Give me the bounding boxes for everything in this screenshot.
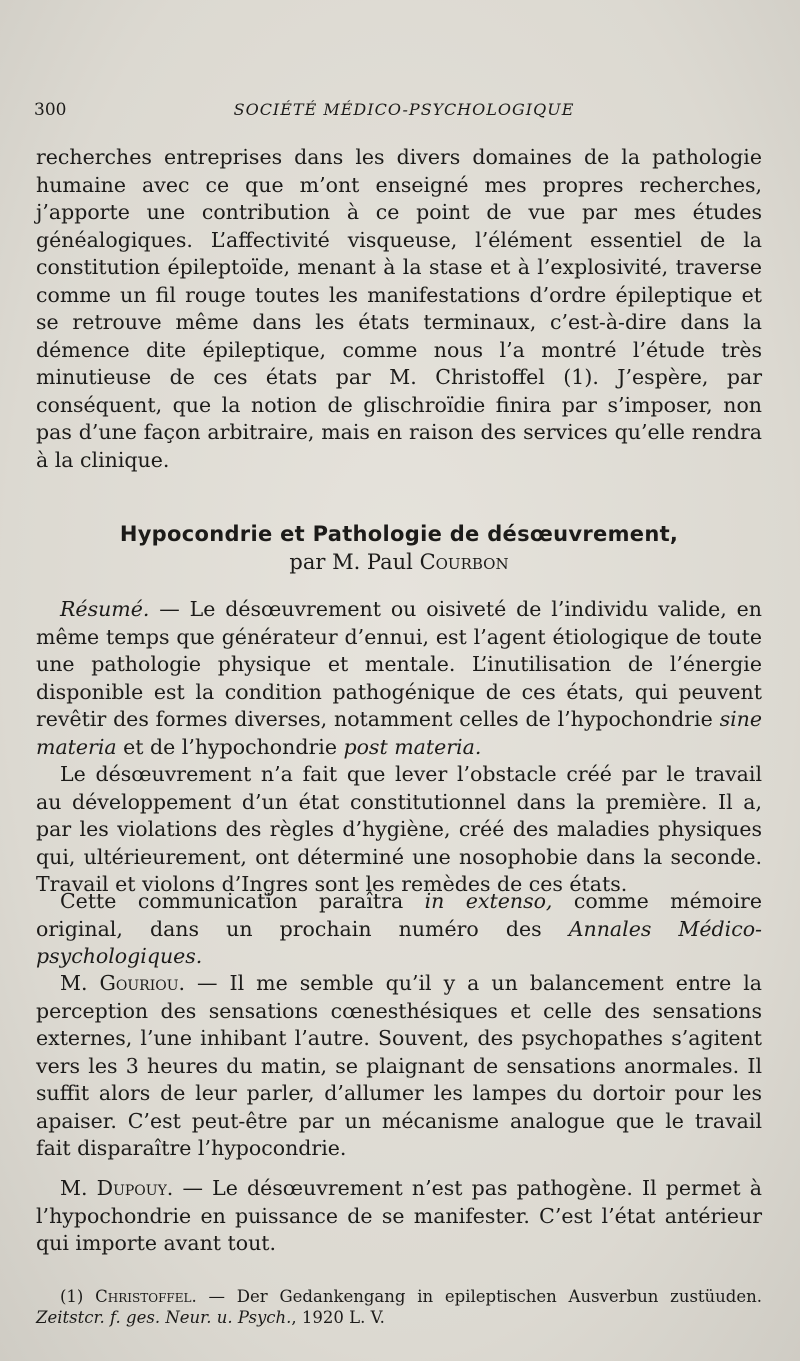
abstract-text-a: Le désœuvrement ou oisiveté de l’individu valide, en même temps que générateur d’ennui, est l’agent étiologique de toute une pathologie physique et mentale. L’inutilisation de l’énergie disponible est la condition pathogénique de ces états, qui peuvent revêtir des formes diverses, notamment celles de l’hypochondrie xyxy=(36,597,762,731)
abstract-em-post-materia: post materia. xyxy=(343,734,482,759)
speaker-dupouy: M. Dupouy. xyxy=(60,1176,174,1200)
abstract-paragraph-1 xyxy=(36,596,762,761)
gouriou-text: — Il me semble qu’il y a un balancement entre la perception des sensations cœnesthésiques et celle des sensations externes, l’une inhibant l’autre. Souvent, des psychopathes s’agitent vers les 3 heures du matin, se plaignant de sensations anormales. Il suffit alors de leur parler, d’allumer les lampes du dortoir pour les apaiser. C’est peut-être par un mécanisme analogue que le travail fait disparaître l’hypocondrie. xyxy=(36,971,762,1160)
gouriou-paragraph xyxy=(36,970,762,1163)
byline-prefix: par M. Paul xyxy=(289,550,420,574)
intro-paragraph: recherches entreprises dans les divers domaines de la pathologie humaine avec ce que m’ont enseigné mes propres recherches, j’apporte une contribution à ce point de vue par mes études généalogiques. L’affectivité visqueuse, l’élément essentiel de la constitution épileptoïde, menant à la stase et à l’explosivité, traverse comme un fil rouge toutes les manifestations d’ordre épileptique et se retrouve même dans les états terminaux, c’est-à-dire dans la démence dite épileptique, comme nous l’a montré l’étude très minutieuse de ces états par M. Christoffel (1). J’espère, par conséquent, que la notion de glischroïdie finira par s’imposer, non pas d’une façon arbitraire, mais en raison des services qu’elle rendra à la clinique. xyxy=(36,145,762,472)
footnote-text: — Der Gedankengang in epileptischen Ausverbun zustüuden. xyxy=(196,1287,762,1306)
abstract-label: Résumé. xyxy=(60,597,150,621)
article-title: Hypocondrie et Pathologie de désœuvrement, xyxy=(119,522,679,546)
dupouy-paragraph xyxy=(36,1175,762,1258)
speaker-gouriou: M. Gouriou. xyxy=(60,971,186,995)
intro-paragraph-block xyxy=(36,144,762,474)
page-header xyxy=(34,100,774,124)
footnote-1 xyxy=(36,1286,762,1328)
abstract xyxy=(36,596,762,899)
announcement-em-in-extenso: in extenso, xyxy=(424,889,553,913)
dupouy-text: — Le désœuvrement n’est pas pathogène. Il permet à l’hypochondrie en puissance de se manifester. C’est l’état antérieur qui importe avant tout. xyxy=(36,1176,762,1255)
announcement xyxy=(36,888,762,971)
article-byline xyxy=(36,548,762,576)
running-title: SOCIÉTÉ MÉDICO-PSYCHOLOGIQUE xyxy=(233,100,575,119)
abstract-text-b: et de l’hypochondrie xyxy=(116,734,344,759)
announcement-text-b: comme mémoire original, dans un prochain numéro des xyxy=(36,889,762,941)
footnote-author: Christoffel. xyxy=(95,1287,197,1306)
discussion-gouriou xyxy=(36,970,762,1163)
footnote-end: , 1920 L. V. xyxy=(291,1308,385,1327)
discussion-dupouy xyxy=(36,1175,762,1258)
footnote xyxy=(36,1286,762,1328)
footnote-journal: Zeitstcr. f. ges. Neur. u. Psych. xyxy=(36,1308,292,1327)
abstract-em-sine-materia: sine materia xyxy=(36,707,762,759)
abstract-paragraph-2: Le désœuvrement n’a fait que lever l’obstacle créé par le travail au développement d’un état constitutionnel dans la première. Il a, par les violations des règles d’hygiène, créé des maladies physiques qui, ultérieurement, ont déterminé une nosophobie dans la seconde. Travail et violons d’Ingres sont les remèdes de ces états. xyxy=(36,762,762,896)
announcement-paragraph xyxy=(36,888,762,971)
announcement-journal: Annales Médico-psychologiques. xyxy=(36,916,762,968)
footnote-marker: (1) xyxy=(60,1287,96,1306)
article-heading xyxy=(36,520,762,576)
author-surname: Courbon xyxy=(419,550,509,574)
page-number: 300 xyxy=(34,100,67,120)
announcement-text-a: Cette communication paraîtra xyxy=(60,889,425,913)
abstract-dash: — xyxy=(149,597,190,621)
